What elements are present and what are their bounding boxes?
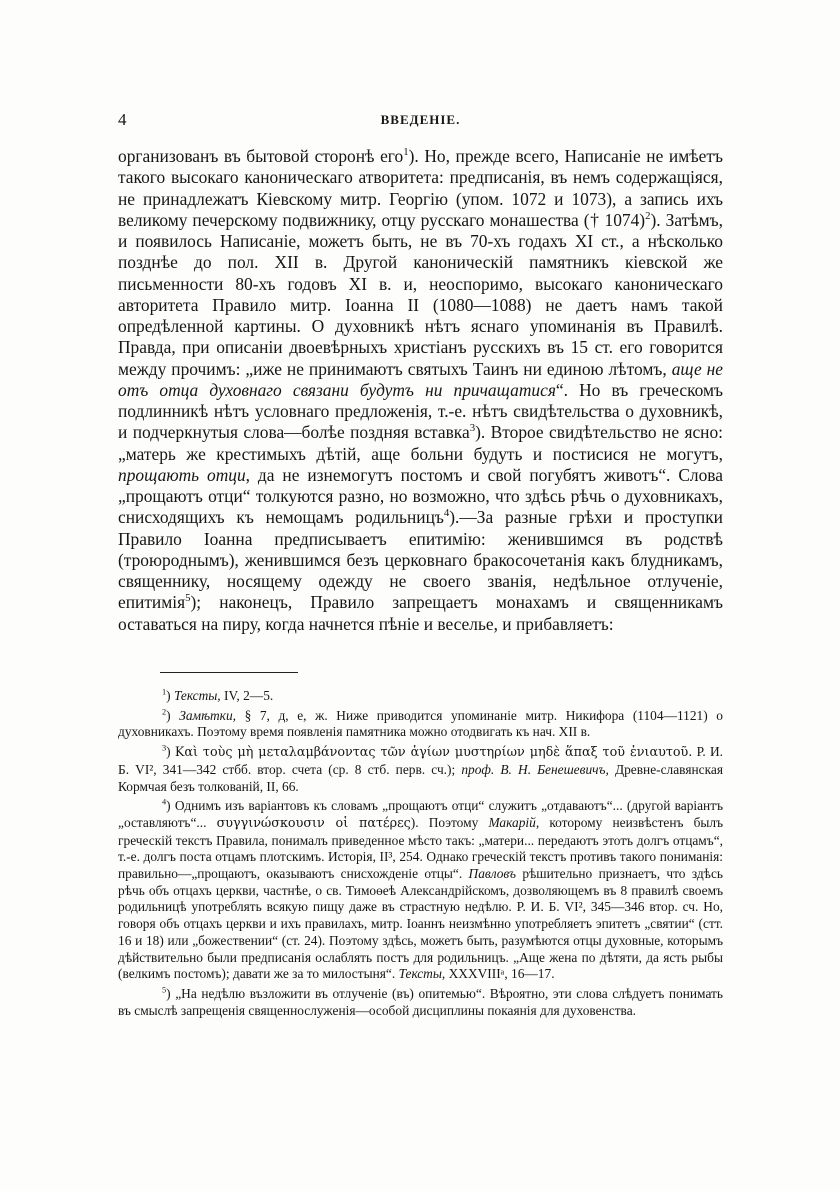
italic-quote: аще не отъ отца духовнаго связани будутъ ни причащатися [118,358,723,400]
footnote-ref: 1 [403,146,409,159]
footnote-2: $^2$) Замѣтки, § 7, д, е, ж. Ниже приводится упоминаніе митр. Никифора (1104—1121) о духовникахъ. Поэтому время появленія памятника можно отодвигать къ нач. XII в. [118,707,723,740]
main-text [118,146,723,635]
footnote-ref: 2 [645,209,651,222]
footnote-separator [160,672,298,673]
footnote-ref: 5 [185,592,191,605]
footnotes [118,688,723,1022]
footnote-3: $^3$) Καὶ τοὺς μὴ μεταλαμβάνοντας τῶν ἁγίων μυστηρίων μηδὲ ἅπαξ τοῦ ἐνιαυτοῦ. Р. И. Б. VI², 341—342 стбб. втор. счета (ср. 8 стб. перв. сч.); проф. В. Н. Бенешевичъ, Древне-славянская Кормчая безъ толкованій, II, 66. [118,743,723,794]
page-number: 4 [118,110,127,129]
footnote-5: $^5$) „На недѣлю възложити въ отлученіе (въ) опитемью“. Вѣроятно, эти слова слѣдуетъ понимать въ смыслѣ запрещенія священнослуженія—особой дисциплины покаянія для духовенства. [118,985,723,1018]
greek-quote: συγγινώσκουσιν οἱ πατέρες [216,815,411,831]
footnote-ref: 3 [469,422,476,435]
footnote-4: $^4$) Однимъ изъ варіантовъ къ словамъ „прощаютъ отци“ служитъ „отдаваютъ“... (другой варіантъ „оставляютъ“... συγγινώσκουσιν οἱ πατέρες). Поэтому Макарій, которому неизвѣстенъ былъ греческій текстъ Правила, понималъ приведенное мѣсто такъ: „матери... передаютъ этотъ долгъ отцамъ“, т.-е. долгъ поста отцамъ плотскимъ. Исторія, II³, 254. Однако греческій текстъ противъ такого пониманія: правильно—„прощаютъ, оказываютъ снисхожденіе отцы“. Павловъ рѣшительно признаетъ, что здѣсь рѣчь объ отцахъ церкви, частнѣе, о св. Тимоѳеѣ Александрійскомъ, дозволяющемъ въ 8 правилѣ своемъ родильницѣ употреблять всякую пищу даже въ страстную недѣлю. Р. И. Б. VI², 345—346 втор. сч. Но, говоря объ отцахъ церкви и ихъ правилахъ, митр. Іоаннъ неизмѣнно употребляетъ эпитетъ „святии“ (стт. 16 и 18) или „божествении“ (ст. 24). Поэтому здѣсь, можетъ быть, разумѣются отцы духовные, которымъ дѣйствительно были предписанія ослаблять постъ для родильницъ. „Аще жена по дѣтяти, да ясть рыбы (велкимъ постомъ); давати же за то милостыня“. Тексты, XXXVIIIᵃ, 16—17. [118,797,724,982]
greek-quote: Καὶ τοὺς μὴ μεταλαμβάνοντας τῶν ἁγίων μυστηρίων μηδὲ ἅπαξ τοῦ ἐνιαυτοῦ. [174,745,693,761]
page-header [118,110,723,134]
body-paragraph: организованъ въ бытовой сторонѣ его$^1$). Но, прежде всего, Написаніе не имѣетъ такого высокаго каноническаго атворитета: предписанія, въ немъ содержащіяся, не принадлежатъ Кіевскому митр. Георгію (упом. 1072 и 1073), а запись ихъ великому печерскому подвижнику, отцу русскаго монашества († 1074)$^2$). Затѣмъ, и появилось Написаніе, можетъ быть, не въ 70-хъ годахъ XI ст., а нѣсколько позднѣе до пол. XII в. Другой каноническій памятникъ кіевской же письменности 80-хъ годовъ XI в. и, неоспоримо, высокаго каноническаго авторитета Правило митр. Іоанна II (1080—1088) не даетъ намъ такой опредѣленной картины. О духовникѣ нѣтъ яснаго упоминанія въ Правилѣ. Правда, при описаніи двоевѣрныхъ христіанъ русскихъ въ 15 ст. его говорится между прочимъ: „иже не принимаютъ святыхъ Таинъ ни единою лѣтомъ, аще не отъ отца духовнаго связани будутъ ни причащатися“. Но въ греческомъ подлинникѣ нѣтъ условнаго предложенія, т.-е. нѣтъ свидѣтельства о духовникѣ, и подчеркнутыя слова—болѣе поздняя вставка$^3$). Второе свидѣтельство не ясно: „матерь же крестимыхъ дѣтій, аще больни будуть и постисися не могутъ, прощають отци, да не изнемогутъ постомъ и свой погубятъ животъ“. Слова „прощаютъ отци“ толкуются разно, но возможно, что здѣсь рѣчь о духовникахъ, снисходящихъ къ немощамъ родильницъ$^4$).—За разные грѣхи и проступки Правило Іоанна предписываетъ епитимію: женившимся въ родствѣ (троюроднымъ), женившимся безъ церковнаго бракосочетанія какъ блудникамъ, священнику, носящему одежду не своего званія, недѣльное отлученіе, епитимія$^5$); наконецъ, Правило запрещаетъ монахамъ и священникамъ оставаться на пиру, когда начнется пѣніе и веселье, и прибавляетъ: [118,146,724,634]
running-title: ВВЕДЕНІЕ. [380,112,461,127]
footnote-ref: 4 [443,507,450,520]
footnote-1: $^1$) Тексты, IV, 2—5. [162,687,274,703]
italic-quote: прощають отци [118,464,246,485]
